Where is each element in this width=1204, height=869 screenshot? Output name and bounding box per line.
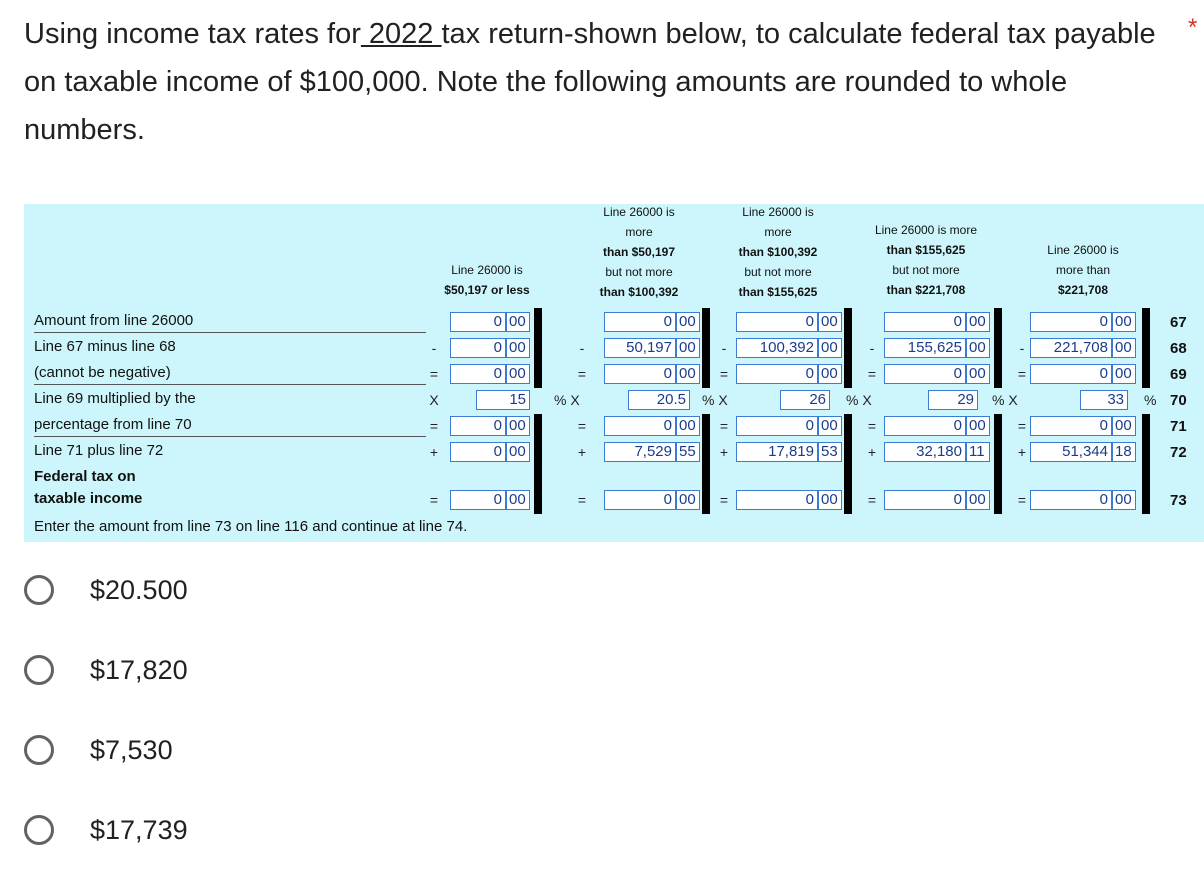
col4-line72[interactable]: 32,180 — [884, 442, 966, 462]
line-number-71: 71 — [1170, 418, 1187, 435]
label-line-72: Line 71 plus line 72 — [34, 442, 164, 459]
col2-separator — [702, 308, 710, 388]
col1-rate[interactable]: 15 — [476, 390, 530, 410]
col1-pct-x: % X — [554, 392, 580, 408]
col5-line67[interactable]: 0 — [1030, 312, 1112, 332]
col3-line71-cents[interactable]: 00 — [818, 416, 842, 436]
col4-line72-cents[interactable]: 11 — [966, 442, 990, 462]
col5-line72-cents[interactable]: 18 — [1112, 442, 1136, 462]
col5-line69-cents[interactable]: 00 — [1112, 364, 1136, 384]
option-3[interactable] — [24, 730, 173, 770]
col5-line69[interactable]: 0 — [1030, 364, 1112, 384]
line-number-67: 67 — [1170, 314, 1187, 331]
col1-equals-3: = — [429, 492, 439, 508]
col5-line67-cents[interactable]: 00 — [1112, 312, 1136, 332]
question-year: 2022 — [360, 18, 442, 50]
col5-separator-2 — [1142, 414, 1150, 514]
col2-equals-2: = — [577, 418, 587, 434]
col4-rate[interactable]: 29 — [928, 390, 978, 410]
col2-separator-2 — [702, 414, 710, 514]
col3-separator — [844, 308, 852, 388]
question-text: Using income tax rates for 2022 tax return-shown below, to calculate federal tax payable on taxable income of $100,000. Note the following amounts are rounded to whole numbers. — [24, 18, 1156, 146]
col2-plus: + — [577, 444, 587, 460]
col1-minus: - — [431, 340, 437, 356]
col3-line72[interactable]: 17,819 — [736, 442, 818, 462]
col5-plus: + — [1017, 444, 1027, 460]
line-number-72: 72 — [1170, 444, 1187, 461]
col5-separator — [1142, 308, 1150, 388]
table-footer-note: Enter the amount from line 73 on line 116 and continue at line 74. — [34, 518, 468, 535]
col1-line68-cents[interactable]: 00 — [506, 338, 530, 358]
tax-rate-table-image — [24, 204, 1204, 542]
col4-line69[interactable]: 0 — [884, 364, 966, 384]
col5-line68-cents[interactable]: 00 — [1112, 338, 1136, 358]
col2-rate[interactable]: 20.5 — [628, 390, 690, 410]
col4-separator-2 — [994, 414, 1002, 514]
col2-line69[interactable]: 0 — [604, 364, 676, 384]
col1-line71-cents[interactable]: 00 — [506, 416, 530, 436]
col2-line71-cents[interactable]: 00 — [676, 416, 700, 436]
line-number-73: 73 — [1170, 492, 1187, 509]
col2-line73[interactable]: 0 — [604, 490, 676, 510]
header-col-2: Line 26000 is more than $50,197 but not more than $100,392 — [599, 205, 679, 299]
radio-icon[interactable] — [24, 655, 54, 685]
col1-line72[interactable]: 0 — [450, 442, 506, 462]
header-col-4: Line 26000 is more than $155,625 but not more than $221,708 — [874, 223, 978, 297]
col2-line72-cents[interactable]: 55 — [676, 442, 700, 462]
col1-times: X — [429, 392, 439, 408]
option-label: $7,530 — [90, 734, 173, 765]
col2-equals: = — [577, 366, 587, 382]
col4-pct-x: % X — [992, 392, 1018, 408]
col2-pct-x: % X — [702, 392, 728, 408]
col3-plus: + — [719, 444, 729, 460]
col4-line67-cents[interactable]: 00 — [966, 312, 990, 332]
col3-line73-cents[interactable]: 00 — [818, 490, 842, 510]
col4-separator — [994, 308, 1002, 388]
col3-minus: - — [721, 340, 727, 356]
col1-equals: = — [429, 366, 439, 382]
col5-equals-3: = — [1017, 492, 1027, 508]
col4-line68[interactable]: 155,625 — [884, 338, 966, 358]
line-number-69: 69 — [1170, 366, 1187, 383]
col3-equals-2: = — [719, 418, 729, 434]
col4-minus: - — [869, 340, 875, 356]
header-col-3: Line 26000 is more than $100,392 but not more than $155,625 — [738, 205, 818, 299]
col1-line73-cents[interactable]: 00 — [506, 490, 530, 510]
col1-equals-2: = — [429, 418, 439, 434]
col3-line67[interactable]: 0 — [736, 312, 818, 332]
col3-separator-2 — [844, 414, 852, 514]
option-label: $20.500 — [90, 574, 188, 605]
col3-equals: = — [719, 366, 729, 382]
line-number-68: 68 — [1170, 340, 1187, 357]
option-2[interactable] — [24, 650, 188, 690]
col2-minus: - — [579, 340, 585, 356]
col4-line69-cents[interactable]: 00 — [966, 364, 990, 384]
col1-line67[interactable]: 0 — [450, 312, 506, 332]
col3-line68-cents[interactable]: 00 — [818, 338, 842, 358]
col1-line67-cents[interactable]: 00 — [506, 312, 530, 332]
col4-equals-2: = — [867, 418, 877, 434]
col5-line71-cents[interactable]: 00 — [1112, 416, 1136, 436]
col4-line71-cents[interactable]: 00 — [966, 416, 990, 436]
col1-line69[interactable]: 0 — [450, 364, 506, 384]
line-number-70: 70 — [1170, 392, 1187, 409]
col4-line73[interactable]: 0 — [884, 490, 966, 510]
label-line-67: Amount from line 26000 — [34, 312, 194, 329]
radio-icon[interactable] — [24, 735, 54, 765]
col2-line71[interactable]: 0 — [604, 416, 676, 436]
label-line-70: Line 69 multiplied by the — [34, 390, 196, 407]
col1-line71[interactable]: 0 — [450, 416, 506, 436]
col5-pct: % — [1144, 392, 1157, 408]
col2-line72[interactable]: 7,529 — [604, 442, 676, 462]
label-line-73b: taxable income — [34, 490, 143, 507]
col5-minus: - — [1019, 340, 1025, 356]
col5-line68[interactable]: 221,708 — [1030, 338, 1112, 358]
option-4[interactable] — [24, 810, 188, 850]
col3-rate[interactable]: 26 — [780, 390, 830, 410]
radio-icon[interactable] — [24, 575, 54, 605]
col5-line71[interactable]: 0 — [1030, 416, 1112, 436]
col2-line68[interactable]: 50,197 — [604, 338, 676, 358]
col1-plus: + — [429, 444, 439, 460]
col2-line69-cents[interactable]: 00 — [676, 364, 700, 384]
col3-line69-cents[interactable]: 00 — [818, 364, 842, 384]
col1-line68[interactable]: 0 — [450, 338, 506, 358]
col5-line73[interactable]: 0 — [1030, 490, 1112, 510]
col5-line72[interactable]: 51,344 — [1030, 442, 1112, 462]
col3-line71[interactable]: 0 — [736, 416, 818, 436]
col3-line73[interactable]: 0 — [736, 490, 818, 510]
col2-line68-cents[interactable]: 00 — [676, 338, 700, 358]
col5-equals-2: = — [1017, 418, 1027, 434]
col2-line67[interactable]: 0 — [604, 312, 676, 332]
col1-separator — [534, 308, 542, 388]
col4-line67[interactable]: 0 — [884, 312, 966, 332]
col3-line67-cents[interactable]: 00 — [818, 312, 842, 332]
col4-line68-cents[interactable]: 00 — [966, 338, 990, 358]
col4-line71[interactable]: 0 — [884, 416, 966, 436]
col1-line69-cents[interactable]: 00 — [506, 364, 530, 384]
col3-pct-x: % X — [846, 392, 872, 408]
label-line-73a: Federal tax on — [34, 468, 136, 485]
col4-equals-3: = — [867, 492, 877, 508]
col1-line73[interactable]: 0 — [450, 490, 506, 510]
option-label: $17,820 — [90, 654, 188, 685]
col2-equals-3: = — [577, 492, 587, 508]
col4-equals: = — [867, 366, 877, 382]
col5-equals: = — [1017, 366, 1027, 382]
col3-line68[interactable]: 100,392 — [736, 338, 818, 358]
header-col-5: Line 26000 is more than $221,708 — [1047, 243, 1119, 297]
col1-line72-cents[interactable]: 00 — [506, 442, 530, 462]
option-label: $17,739 — [90, 814, 188, 845]
label-line-71: percentage from line 70 — [34, 416, 192, 433]
col1-separator-2 — [534, 414, 542, 514]
header-col-1: Line 26000 is $50,197 or less — [444, 263, 530, 297]
col2-line73-cents[interactable]: 00 — [676, 490, 700, 510]
col5-line73-cents[interactable]: 00 — [1112, 490, 1136, 510]
col4-line73-cents[interactable]: 00 — [966, 490, 990, 510]
col3-equals-3: = — [719, 492, 729, 508]
radio-icon[interactable] — [24, 815, 54, 845]
label-line-68: Line 67 minus line 68 — [34, 338, 176, 355]
option-1[interactable] — [24, 570, 188, 610]
label-line-69: (cannot be negative) — [34, 364, 171, 381]
col3-line69[interactable]: 0 — [736, 364, 818, 384]
col3-line72-cents[interactable]: 53 — [818, 442, 842, 462]
col4-plus: + — [867, 444, 877, 460]
col2-line67-cents[interactable]: 00 — [676, 312, 700, 332]
col5-rate[interactable]: 33 — [1080, 390, 1128, 410]
required-asterisk: * — [1188, 14, 1198, 41]
